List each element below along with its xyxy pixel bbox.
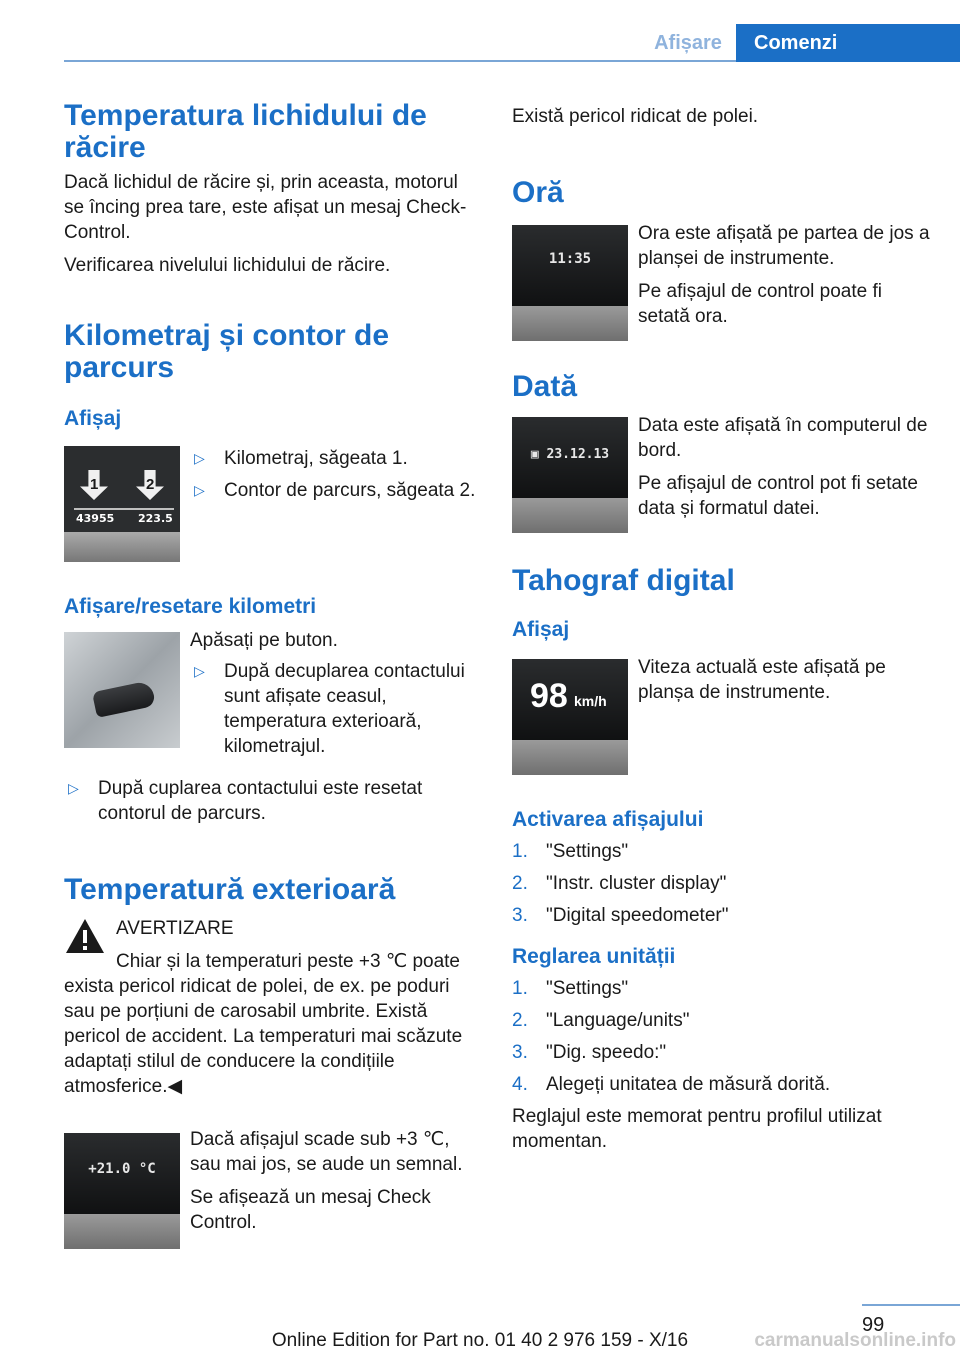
outside-temp-paragraph-1: Dacă afișajul scade sub +3 ℃, sau mai jos, se aude un semnal.	[190, 1129, 463, 1175]
trip-value: 223.5	[138, 512, 173, 525]
speed-display-image	[512, 659, 628, 775]
edition-text: Online Edition for Part no. 01 40 2 976 159 - X/16	[271, 1330, 689, 1351]
tacho-block	[512, 655, 930, 777]
odometer-list	[190, 444, 482, 503]
tab-comenzi[interactable]: Comenzi	[736, 24, 960, 62]
tacho-paragraph: Viteza actuală este afișată pe planșa de instrumente.	[638, 657, 886, 703]
arrow-label-1: 1	[90, 476, 99, 493]
date-block	[512, 413, 930, 535]
coolant-paragraph-2: Verificarea nivelului lichidului de răcire.	[64, 255, 391, 276]
left-column	[64, 100, 482, 1249]
odometer-value: 43955	[76, 512, 115, 525]
reset-heading: Afișare/resetare kilometri	[64, 595, 317, 618]
odometer-display-image	[64, 446, 180, 562]
triangle-bullet-icon: ▷	[194, 450, 205, 466]
watermark: carmanualsonline.info	[754, 1330, 956, 1351]
reset-list-2	[64, 776, 482, 826]
list-item: ▷ Kilometraj, săgeata 1.	[194, 448, 408, 469]
list-item: 3. "Dig. speedo:"	[512, 1042, 667, 1063]
date-display-image	[512, 417, 628, 533]
triangle-bullet-icon: ▷	[68, 780, 79, 796]
outside-temp-readout: +21.0 °C	[88, 1161, 156, 1177]
date-readout: ▣ 23.12.13	[530, 447, 610, 462]
clock-block	[512, 221, 930, 343]
list-item: ▷ După cuplarea contactului este resetat contorul de parcurs.	[68, 778, 423, 824]
page-number: 99	[862, 1314, 885, 1336]
tacho-end-paragraph: Reglajul este memorat pentru profilul utilizat momentan.	[512, 1106, 882, 1152]
outside-temp-title: Temperatură exterioară	[64, 873, 396, 906]
date-paragraph-2: Pe afișajul de control pot fi setate data și formatul datei.	[638, 473, 918, 519]
list-item: ▷ Contor de parcurs, săgeata 2.	[194, 480, 476, 501]
polei-paragraph: Există pericol ridicat de polei.	[512, 106, 759, 127]
speed-unit: km/h	[574, 693, 607, 709]
speed-value: 98	[530, 677, 568, 715]
activate-heading: Activarea afișajului	[512, 808, 704, 831]
clock-display-image	[512, 225, 628, 341]
list-item: 4. Alegeți unitatea de măsură dorită.	[512, 1074, 831, 1095]
list-item: ▷ După decuplarea contactului sunt afișate ceasul, temperatura exterioară, kilometrajul.	[194, 661, 465, 757]
list-item: 3. "Digital speedometer"	[512, 905, 729, 926]
warning-text: Chiar și la temperaturi peste +3 ℃ poate exista pericol ridicat de polei, de ex. pe poduri sau pe porțiuni de carosabil umbrite. Există pericol de accident. La temperaturi mai scăzute adaptați stilul de conducere la condițiile atmosferice.◀	[64, 951, 463, 1097]
date-paragraph-1: Data este afișată în computerul de bord.	[638, 415, 928, 461]
warning-label: AVERTIZARE	[116, 918, 234, 939]
right-column	[512, 100, 930, 1154]
clock-paragraph-2: Pe afișajul de control poate fi setată ora.	[638, 281, 882, 327]
odometer-image-strip	[64, 532, 180, 562]
odometer-display-heading: Afișaj	[64, 407, 122, 430]
tab-afisare[interactable]: Afișare	[654, 32, 722, 54]
triangle-bullet-icon: ▷	[194, 482, 205, 498]
trip-button-image	[64, 632, 180, 748]
coolant-paragraph-1: Dacă lichidul de răcire și, prin aceasta, motorul se încing prea tare, este afișat un mesaj Check-Control.	[64, 172, 467, 243]
reset-list-1	[190, 659, 482, 759]
clock-paragraph-1: Ora este afișată pe partea de jos a planșei de instrumente.	[638, 223, 930, 269]
list-item: 1. "Settings"	[512, 978, 629, 999]
tacho-title: Tahograf digital	[512, 564, 735, 597]
coolant-title: Temperatura lichidului de răcire	[64, 99, 427, 164]
triangle-bullet-icon: ▷	[194, 663, 205, 679]
activate-list	[512, 839, 930, 928]
odometer-block	[64, 444, 482, 562]
date-title: Dată	[512, 370, 578, 403]
unit-list	[512, 976, 930, 1097]
odometer-title: Kilometraj și contor de parcurs	[64, 319, 390, 384]
tacho-display-heading: Afișaj	[512, 618, 570, 641]
footer-rule	[862, 1304, 960, 1306]
clock-readout: 11:35	[548, 251, 592, 267]
unit-heading: Reglarea unității	[512, 945, 676, 968]
outside-temp-display-image	[64, 1133, 180, 1249]
outside-temp-block	[64, 1127, 482, 1249]
warning-block	[64, 916, 482, 1099]
reset-block	[64, 628, 482, 768]
list-item: 1. "Settings"	[512, 841, 629, 862]
odometer-divider	[74, 508, 174, 510]
arrow-label-2: 2	[146, 476, 155, 493]
reset-paragraph: Apăsați pe buton.	[190, 630, 338, 651]
reset-button-shape	[92, 680, 156, 718]
calendar-icon: ▣	[530, 447, 547, 462]
outside-temp-paragraph-2: Se afișează un mesaj Check Control.	[190, 1187, 431, 1233]
warning-triangle-icon	[64, 916, 106, 956]
list-item: 2. "Language/units"	[512, 1010, 690, 1031]
list-item: 2. "Instr. cluster display"	[512, 873, 727, 894]
clock-title: Oră	[512, 176, 564, 209]
